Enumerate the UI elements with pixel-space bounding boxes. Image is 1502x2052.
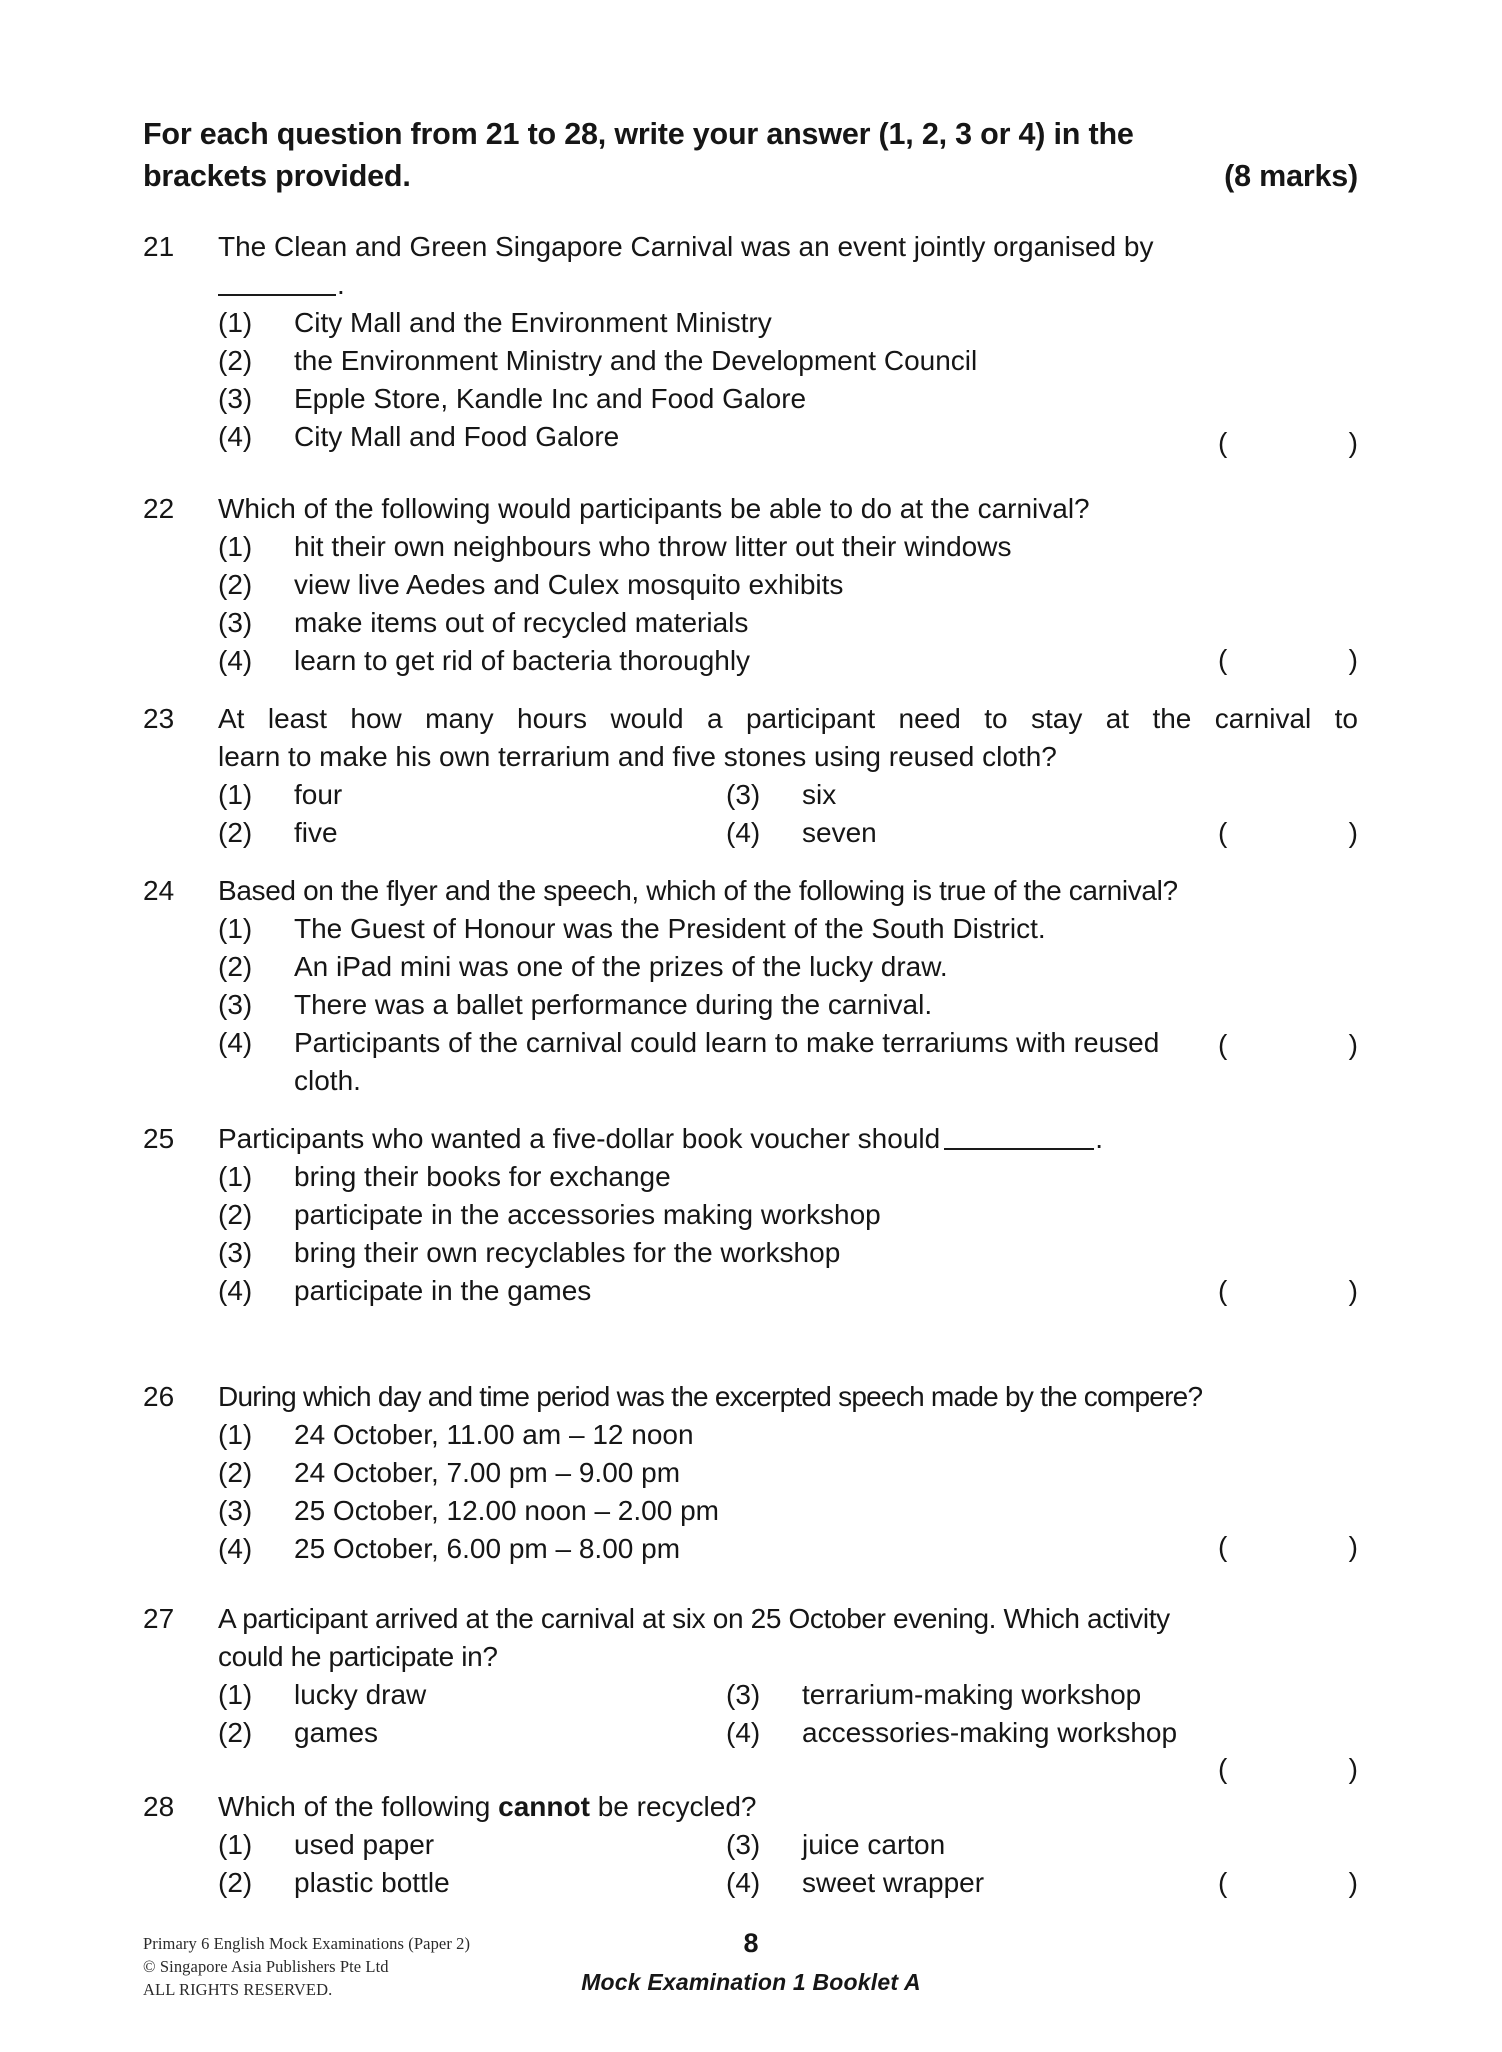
bracket-open: ( (1218, 1029, 1228, 1060)
option-text: bring their own recyclables for the workshop (294, 1237, 841, 1268)
answer-bracket-22[interactable] (1218, 641, 1358, 679)
question-27-stem (218, 1600, 1358, 1676)
option-text: terrarium-making workshop (802, 1679, 1142, 1710)
question-24-stem: Based on the flyer and the speech, which of the following is true of the carnival? (218, 875, 1178, 906)
option-text: 25 October, 12.00 noon – 2.00 pm (294, 1495, 719, 1526)
option-item[interactable] (218, 1234, 1358, 1272)
option-row (218, 1826, 1358, 1864)
marks-label: (8 marks) (1224, 159, 1358, 193)
instruction-line-2 (143, 155, 1358, 197)
answer-bracket-26[interactable] (1218, 1528, 1358, 1566)
option-item[interactable] (218, 1158, 1358, 1196)
option-text: Participants of the carnival could learn to make terrariums with reused (294, 1027, 1160, 1058)
bracket-open: ( (1218, 1531, 1228, 1562)
option-label: (3) (218, 607, 253, 638)
question-21-head (143, 228, 1358, 304)
option-label: (1) (218, 1419, 253, 1450)
option-label: (4) (726, 817, 761, 848)
option-label: (4) (726, 1717, 761, 1748)
option-label: (1) (218, 1161, 253, 1192)
option-item[interactable] (726, 1676, 1141, 1714)
question-25-options (143, 1158, 1358, 1310)
option-item[interactable] (218, 986, 1358, 1024)
option-item[interactable] (218, 814, 726, 852)
option-text: Epple Store, Kandle Inc and Food Galore (294, 383, 807, 414)
bracket-close: ) (1348, 1753, 1358, 1784)
option-item[interactable] (218, 642, 1358, 680)
instruction-header (143, 113, 1358, 197)
question-21-stem-tail: . (337, 269, 345, 300)
option-label: (4) (218, 645, 253, 676)
bracket-close: ) (1348, 1275, 1358, 1306)
option-label: (2) (218, 951, 253, 982)
bracket-close: ) (1348, 644, 1358, 675)
bracket-open: ( (1218, 427, 1228, 458)
option-item[interactable] (218, 1864, 726, 1902)
question-21-stem (218, 228, 1358, 304)
question-28-stem-pre: Which of the following (218, 1791, 499, 1822)
option-text: cloth. (294, 1065, 361, 1096)
question-21 (143, 228, 1358, 456)
question-23-head (143, 700, 1358, 776)
option-label: (4) (218, 1027, 253, 1058)
answer-bracket-24[interactable] (1218, 1026, 1358, 1064)
option-label: (1) (218, 779, 253, 810)
instruction-line-2-text: brackets provided. (143, 159, 411, 193)
option-text: City Mall and the Environment Ministry (294, 307, 772, 338)
question-21-number: 21 (143, 231, 175, 262)
option-label: (1) (218, 1679, 253, 1710)
question-21-options (143, 304, 1358, 456)
bracket-open: ( (1218, 817, 1228, 848)
option-item[interactable] (218, 1454, 1358, 1492)
option-label: (2) (218, 817, 253, 848)
option-text: accessories-making workshop (802, 1717, 1178, 1748)
question-28-head (143, 1788, 1358, 1826)
option-label: (4) (726, 1867, 761, 1898)
bracket-open: ( (1218, 1275, 1228, 1306)
question-26 (143, 1378, 1358, 1568)
answer-bracket-27[interactable] (1218, 1750, 1358, 1788)
option-text: 25 October, 6.00 pm – 8.00 pm (294, 1533, 681, 1564)
question-25-head (143, 1120, 1358, 1158)
option-label: (3) (726, 1829, 761, 1860)
bracket-close: ) (1348, 427, 1358, 458)
option-label: (1) (218, 531, 253, 562)
question-23-stem-line-2: learn to make his own terrarium and five stones using reused cloth? (218, 741, 1057, 772)
option-item[interactable] (218, 528, 1358, 566)
question-26-stem: During which day and time period was the excerpted speech made by the compere? (218, 1381, 1203, 1412)
option-item[interactable] (218, 948, 1358, 986)
option-label: (3) (218, 383, 253, 414)
page-number: 8 (743, 1928, 759, 1958)
question-28-stem (218, 1788, 1358, 1826)
option-label: (2) (218, 569, 253, 600)
bracket-close: ) (1348, 1867, 1358, 1898)
question-23-number: 23 (143, 703, 175, 734)
option-row (218, 814, 1358, 852)
question-22-options (143, 528, 1358, 680)
option-text: There was a ballet performance during the carnival. (294, 989, 933, 1020)
option-item[interactable] (218, 1416, 1358, 1454)
question-25-stem-tail: . (1095, 1123, 1103, 1154)
question-28-options (143, 1826, 1358, 1902)
option-item[interactable] (218, 418, 1358, 456)
option-text: seven (802, 817, 877, 848)
question-23-stem-line-1: At least how many hours would a participant need to stay at the carnival to (218, 703, 1358, 734)
question-25-number: 25 (143, 1123, 175, 1154)
question-24-head (143, 872, 1358, 910)
question-28 (143, 1788, 1358, 1902)
question-21-blank (218, 277, 336, 296)
option-text: plastic bottle (294, 1867, 450, 1898)
option-item[interactable] (218, 776, 726, 814)
option-item-continuation (218, 1062, 1358, 1100)
option-item[interactable] (726, 1826, 945, 1864)
bracket-close: ) (1348, 1029, 1358, 1060)
bracket-close: ) (1348, 817, 1358, 848)
option-text: juice carton (802, 1829, 946, 1860)
option-item[interactable] (218, 566, 1358, 604)
option-item[interactable] (218, 342, 1358, 380)
question-23 (143, 700, 1358, 852)
question-24 (143, 872, 1358, 1100)
option-label: (3) (726, 1679, 761, 1710)
question-26-options (143, 1416, 1358, 1568)
option-item[interactable] (218, 1196, 1358, 1234)
option-text: used paper (294, 1829, 435, 1860)
question-28-number: 28 (143, 1791, 175, 1822)
option-label: (3) (726, 779, 761, 810)
option-item[interactable] (218, 1272, 1358, 1310)
option-label: (3) (218, 989, 253, 1020)
question-28-stem-post: be recycled? (589, 1791, 757, 1822)
option-item[interactable] (218, 1530, 1358, 1568)
question-22-head (143, 490, 1358, 528)
option-label: (2) (218, 1457, 253, 1488)
option-item[interactable] (218, 604, 1358, 642)
option-item[interactable] (218, 1826, 726, 1864)
question-22-stem: Which of the following would participants be able to do at the carnival? (218, 493, 1090, 524)
bracket-open: ( (1218, 644, 1228, 675)
option-item[interactable] (218, 1714, 726, 1752)
option-label: (2) (218, 1199, 253, 1230)
bracket-close: ) (1348, 1531, 1358, 1562)
answer-bracket-23[interactable] (1218, 814, 1358, 852)
option-text: make items out of recycled materials (294, 607, 749, 638)
option-text: An iPad mini was one of the prizes of the lucky draw. (294, 951, 948, 982)
question-24-number: 24 (143, 875, 175, 906)
question-27-stem-line-1: A participant arrived at the carnival at six on 25 October evening. Which activity (218, 1603, 1170, 1634)
question-25-stem (218, 1120, 1358, 1158)
option-item[interactable] (726, 814, 877, 852)
option-item[interactable] (218, 304, 1358, 342)
option-text: games (294, 1717, 379, 1748)
footer-publisher-line: © Singapore Asia Publishers Pte Ltd (143, 1957, 389, 1976)
option-item[interactable] (726, 1864, 984, 1902)
question-27-number: 27 (143, 1603, 175, 1634)
answer-bracket-21[interactable] (1218, 424, 1358, 462)
option-item[interactable] (218, 910, 1358, 948)
option-label: (1) (218, 307, 253, 338)
question-27-options (143, 1676, 1358, 1752)
option-label: (3) (218, 1237, 253, 1268)
bracket-open: ( (1218, 1753, 1228, 1784)
question-28-stem-emphasis: cannot (498, 1791, 590, 1822)
question-21-stem-text: The Clean and Green Singapore Carnival was an event jointly organised by (218, 231, 1154, 262)
option-text: participate in the accessories making workshop (294, 1199, 881, 1230)
option-label: (1) (218, 1829, 253, 1860)
option-row (218, 1676, 1358, 1714)
question-25-blank (944, 1131, 1094, 1150)
option-item[interactable] (218, 1492, 1358, 1530)
option-item[interactable] (218, 1676, 726, 1714)
option-text: five (294, 817, 338, 848)
answer-bracket-28[interactable] (1218, 1864, 1358, 1902)
footer-title-line: Primary 6 English Mock Examinations (Paper 2) (143, 1934, 471, 1953)
option-text: lucky draw (294, 1679, 427, 1710)
question-23-stem (218, 700, 1358, 776)
option-text: bring their books for exchange (294, 1161, 671, 1192)
option-text: 24 October, 7.00 pm – 9.00 pm (294, 1457, 681, 1488)
option-text: the Environment Ministry and the Development Council (294, 345, 978, 376)
option-text: sweet wrapper (802, 1867, 985, 1898)
question-27-stem-line-2: could he participate in? (218, 1641, 498, 1672)
option-label: (1) (218, 913, 253, 944)
option-text: participate in the games (294, 1275, 592, 1306)
instruction-line-1: For each question from 21 to 28, write your answer (1, 2, 3 or 4) in the (143, 117, 1134, 151)
bracket-open: ( (1218, 1867, 1228, 1898)
question-23-options (143, 776, 1358, 852)
option-label: (4) (218, 1533, 253, 1564)
option-text: 24 October, 11.00 am – 12 noon (294, 1419, 694, 1450)
option-row (218, 1864, 1358, 1902)
footer-rights-line: ALL RIGHTS RESERVED. (143, 1980, 333, 1999)
question-27-head (143, 1600, 1358, 1676)
question-24-options (143, 910, 1358, 1100)
option-row (218, 1714, 1358, 1752)
option-label: (2) (218, 345, 253, 376)
option-text: six (802, 779, 837, 810)
option-label: (4) (218, 1275, 253, 1306)
option-text: City Mall and Food Galore (294, 421, 620, 452)
option-item[interactable] (218, 380, 1358, 418)
option-label: (2) (218, 1867, 253, 1898)
option-item[interactable] (726, 1714, 1177, 1752)
option-item[interactable] (218, 1024, 1358, 1062)
option-text: hit their own neighbours who throw litter out their windows (294, 531, 1012, 562)
option-row (218, 776, 1358, 814)
option-label: (3) (218, 1495, 253, 1526)
option-label: (4) (218, 421, 253, 452)
option-text: learn to get rid of bacteria thoroughly (294, 645, 751, 676)
question-26-number: 26 (143, 1381, 175, 1412)
question-22 (143, 490, 1358, 680)
option-text: view live Aedes and Culex mosquito exhibits (294, 569, 844, 600)
question-25-stem-text: Participants who wanted a five-dollar book voucher should (218, 1123, 941, 1154)
question-22-number: 22 (143, 493, 175, 524)
question-27 (143, 1600, 1358, 1752)
answer-bracket-25[interactable] (1218, 1272, 1358, 1310)
question-26-head (143, 1378, 1358, 1416)
option-text: The Guest of Honour was the President of the South District. (294, 913, 1046, 944)
option-label: (2) (218, 1717, 253, 1748)
option-text: four (294, 779, 343, 810)
question-25 (143, 1120, 1358, 1310)
option-item[interactable] (726, 776, 836, 814)
footer-exam-label: Mock Examination 1 Booklet A (581, 1969, 921, 1995)
